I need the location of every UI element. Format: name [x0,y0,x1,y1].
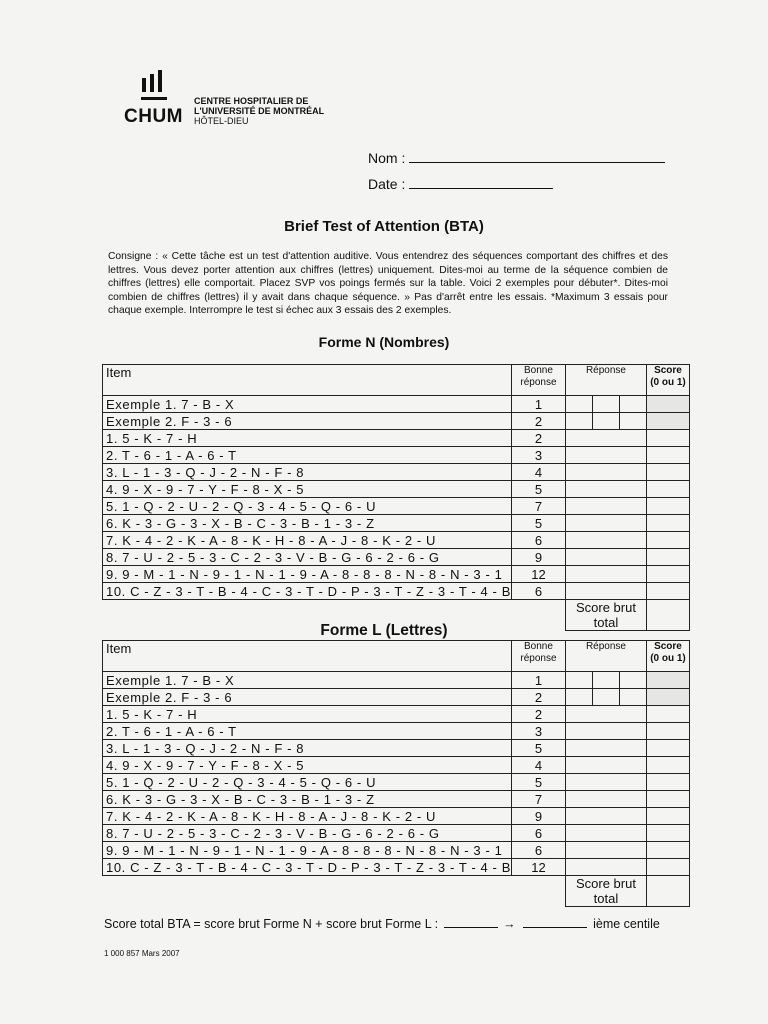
forme-l-title: Forme L (Lettres) [320,622,448,639]
reponse-cell[interactable] [565,774,646,791]
reponse-cell[interactable] [565,859,646,876]
score-cell[interactable] [646,706,689,723]
institution-line: L'UNIVERSITÉ DE MONTRÉAL [194,106,325,116]
reponse-cell[interactable] [565,549,646,566]
table-row [103,859,690,876]
score-brut-label: Score brut total [565,600,646,631]
reponse-cell[interactable] [565,413,646,430]
table-row [103,723,690,740]
bonne-reponse-cell: 1 [511,672,565,689]
date-label: Date : [368,176,406,192]
item-cell: 5. 1 - Q - 2 - U - 2 - Q - 3 - 4 - 5 - Q - 6 - U [103,774,512,791]
item-cell: 8. 7 - U - 2 - 5 - 3 - C - 2 - 3 - V - B - G - 6 - 2 - 6 - G [103,825,512,842]
score-cell[interactable] [646,859,689,876]
reponse-cell[interactable] [565,723,646,740]
item-cell: 7. K - 4 - 2 - K - A - 8 - K - H - 8 - A - J - 8 - K - 2 - U [103,808,512,825]
item-cell: 9. 9 - M - 1 - N - 9 - 1 - N - 1 - 9 - A - 8 - 8 - 8 - N - 8 - N - 3 - 1 [103,566,512,583]
table-row [103,825,690,842]
institution-line: HÔTEL-DIEU [194,116,249,126]
reponse-cell[interactable] [565,481,646,498]
table-row [103,413,690,430]
bonne-label: Bonne [524,365,553,376]
footer-code: 1 000 857 Mars 2007 [104,949,180,958]
reponse-cell[interactable] [565,740,646,757]
table-header-row [103,641,690,672]
table-row [103,447,690,464]
total-label: Score total BTA = score brut Forme N + score brut Forme L : [104,917,439,931]
centile-suffix: ième centile [593,917,660,931]
trial-box[interactable] [619,413,646,429]
bonne-reponse-cell: 5 [511,481,565,498]
bonne-reponse-cell: 4 [511,464,565,481]
item-cell: 3. L - 1 - 3 - Q - J - 2 - N - F - 8 [103,464,512,481]
date-field[interactable] [368,176,553,192]
institution-line: CENTRE HOSPITALIER DE [194,96,309,106]
bonne-reponse-cell: 5 [511,515,565,532]
arrow-icon: → [503,917,516,931]
forme-n-table [102,364,690,631]
item-cell: 1. 5 - K - 7 - H [103,706,512,723]
reponse-cell[interactable] [565,791,646,808]
score-brut-label: Score brut total [565,876,646,907]
institution-name [194,96,324,126]
bonne-reponse-cell: 12 [511,859,565,876]
bonne-reponse-cell: 1 [511,396,565,413]
reponse-cell[interactable] [565,583,646,600]
trial-box[interactable] [566,689,592,705]
score-cell[interactable] [646,464,689,481]
item-cell: 9. 9 - M - 1 - N - 9 - 1 - N - 1 - 9 - A - 8 - 8 - 8 - N - 8 - N - 3 - 1 [103,842,512,859]
item-cell: 2. T - 6 - 1 - A - 6 - T [103,447,512,464]
bonne-reponse-cell: 2 [511,413,565,430]
bonne-reponse-cell: 12 [511,566,565,583]
reponse-cell[interactable] [565,464,646,481]
score-cell [646,413,689,430]
bonne-reponse-cell: 9 [511,808,565,825]
score-cell[interactable] [646,723,689,740]
score-cell[interactable] [646,757,689,774]
bonne-reponse-cell: 5 [511,774,565,791]
table-row [103,583,690,600]
bonne-reponse-cell: 6 [511,532,565,549]
score-cell[interactable] [646,430,689,447]
trial-box[interactable] [566,413,592,429]
total-blank[interactable] [444,927,498,928]
trial-box[interactable] [592,689,619,705]
bonne-reponse-cell: 3 [511,723,565,740]
reponse-cell[interactable] [565,689,646,706]
score-cell[interactable] [646,842,689,859]
score-cell[interactable] [646,481,689,498]
item-cell: 1. 5 - K - 7 - H [103,430,512,447]
score-cell [646,689,689,706]
reponse-cell[interactable] [565,396,646,413]
table-row [103,791,690,808]
bonne-reponse-cell: 6 [511,583,565,600]
bonne-reponse-cell: 6 [511,842,565,859]
score-brut-row [103,876,690,907]
trial-box[interactable] [592,672,619,688]
reponse-label: réponse [520,653,557,664]
bonne-reponse-header [511,365,565,396]
bonne-reponse-cell: 2 [511,689,565,706]
score-cell[interactable] [646,808,689,825]
item-cell: 7. K - 4 - 2 - K - A - 8 - K - H - 8 - A - J - 8 - K - 2 - U [103,532,512,549]
total-score-line [104,917,660,931]
logo-text: CHUM [124,106,183,127]
table-header-row [103,365,690,396]
centile-blank[interactable] [523,927,587,928]
reponse-cell[interactable] [565,672,646,689]
table-row [103,464,690,481]
table-row [103,396,690,413]
item-cell: 2. T - 6 - 1 - A - 6 - T [103,723,512,740]
score-cell[interactable] [646,825,689,842]
item-cell: Exemple 2. F - 3 - 6 [103,413,512,430]
score-cell [646,396,689,413]
item-header: Item [103,365,512,396]
table-row [103,498,690,515]
table-row [103,757,690,774]
reponse-cell[interactable] [565,498,646,515]
reponse-cell[interactable] [565,532,646,549]
trial-box[interactable] [619,396,646,412]
score-label: Score [654,641,682,652]
table-row [103,532,690,549]
forme-l-table [102,640,690,907]
nom-line[interactable] [409,162,665,163]
table-row [103,672,690,689]
score-cell[interactable] [646,566,689,583]
score-range-label: (0 ou 1) [650,653,686,664]
table-row [103,689,690,706]
score-cell[interactable] [646,791,689,808]
bonne-reponse-cell: 2 [511,430,565,447]
trial-box[interactable] [566,672,592,688]
table-row [103,430,690,447]
score-cell[interactable] [646,774,689,791]
table-row [103,515,690,532]
bonne-label: Bonne [524,641,553,652]
reponse-cell[interactable] [565,757,646,774]
reponse-header: Réponse [565,365,646,396]
trial-box[interactable] [566,396,592,412]
reponse-cell[interactable] [565,515,646,532]
score-cell[interactable] [646,498,689,515]
reponse-cell[interactable] [565,430,646,447]
trial-box[interactable] [619,672,646,688]
score-cell [646,672,689,689]
trial-box[interactable] [619,689,646,705]
score-header [646,365,689,396]
bonne-reponse-cell: 4 [511,757,565,774]
score-cell[interactable] [646,740,689,757]
table-row [103,842,690,859]
bonne-reponse-cell: 6 [511,825,565,842]
score-cell[interactable] [646,447,689,464]
bonne-reponse-cell: 5 [511,740,565,757]
table-row [103,549,690,566]
table-row [103,566,690,583]
score-header [646,641,689,672]
instructions: Consigne : « Cette tâche est un test d'attention auditive. Vous entendrez des séquences comportant des chiffres et des lettres. Vous devez porter attention aux chiffres (lettres) uniquement. Dites-moi au terme de la séquence combien de chiffres (lettres) elle comportait. Placez SVP vos poings fermés sur la table. Voici 2 exemples pour débuter*. Dites-moi combien de chiffres (lettres) il y avait dans chaque séquence. » Pas d'arrêt entre les essais. *Maximum 3 essais pour chaque exemple. Interrompre le test si échec aux 3 essais des 2 exemples. [108,251,668,316]
nom-field[interactable] [368,150,665,166]
reponse-cell[interactable] [565,842,646,859]
item-cell: Exemple 2. F - 3 - 6 [103,689,512,706]
table-row [103,774,690,791]
bonne-reponse-header [511,641,565,672]
reponse-cell[interactable] [565,808,646,825]
item-cell: 4. 9 - X - 9 - 7 - Y - F - 8 - X - 5 [103,757,512,774]
score-brut-cell[interactable] [646,876,689,907]
reponse-cell[interactable] [565,706,646,723]
item-cell: 6. K - 3 - G - 3 - X - B - C - 3 - B - 1 - 3 - Z [103,515,512,532]
score-cell[interactable] [646,515,689,532]
item-cell: 4. 9 - X - 9 - 7 - Y - F - 8 - X - 5 [103,481,512,498]
item-cell: 10. C - Z - 3 - T - B - 4 - C - 3 - T - D - P - 3 - T - Z - 3 - T - 4 - B [103,583,512,600]
bonne-reponse-cell: 2 [511,706,565,723]
bonne-reponse-cell: 9 [511,549,565,566]
score-cell[interactable] [646,549,689,566]
score-range-label: (0 ou 1) [650,377,686,388]
item-cell: 5. 1 - Q - 2 - U - 2 - Q - 3 - 4 - 5 - Q - 6 - U [103,498,512,515]
forme-n-title: Forme N (Nombres) [318,334,450,350]
score-label: Score [654,365,682,376]
table-row [103,808,690,825]
reponse-cell[interactable] [565,825,646,842]
trial-box[interactable] [592,413,619,429]
nom-label: Nom : [368,150,406,166]
table-row [103,740,690,757]
score-cell[interactable] [646,583,689,600]
item-cell: Exemple 1. 7 - B - X [103,672,512,689]
table-row [103,706,690,723]
table-row [103,481,690,498]
reponse-cell[interactable] [565,566,646,583]
chum-logo-mark-icon [140,70,170,104]
score-cell[interactable] [646,532,689,549]
date-line[interactable] [409,188,553,189]
reponse-label: réponse [520,377,557,388]
bonne-reponse-cell: 3 [511,447,565,464]
item-cell: 8. 7 - U - 2 - 5 - 3 - C - 2 - 3 - V - B - G - 6 - 2 - 6 - G [103,549,512,566]
item-cell: 10. C - Z - 3 - T - B - 4 - C - 3 - T - D - P - 3 - T - Z - 3 - T - 4 - B [103,859,512,876]
page-title: Brief Test of Attention (BTA) [284,218,484,235]
item-cell: Exemple 1. 7 - B - X [103,396,512,413]
item-header: Item [103,641,512,672]
reponse-cell[interactable] [565,447,646,464]
bonne-reponse-cell: 7 [511,498,565,515]
item-cell: 3. L - 1 - 3 - Q - J - 2 - N - F - 8 [103,740,512,757]
bonne-reponse-cell: 7 [511,791,565,808]
reponse-header: Réponse [565,641,646,672]
trial-box[interactable] [592,396,619,412]
item-cell: 6. K - 3 - G - 3 - X - B - C - 3 - B - 1 - 3 - Z [103,791,512,808]
